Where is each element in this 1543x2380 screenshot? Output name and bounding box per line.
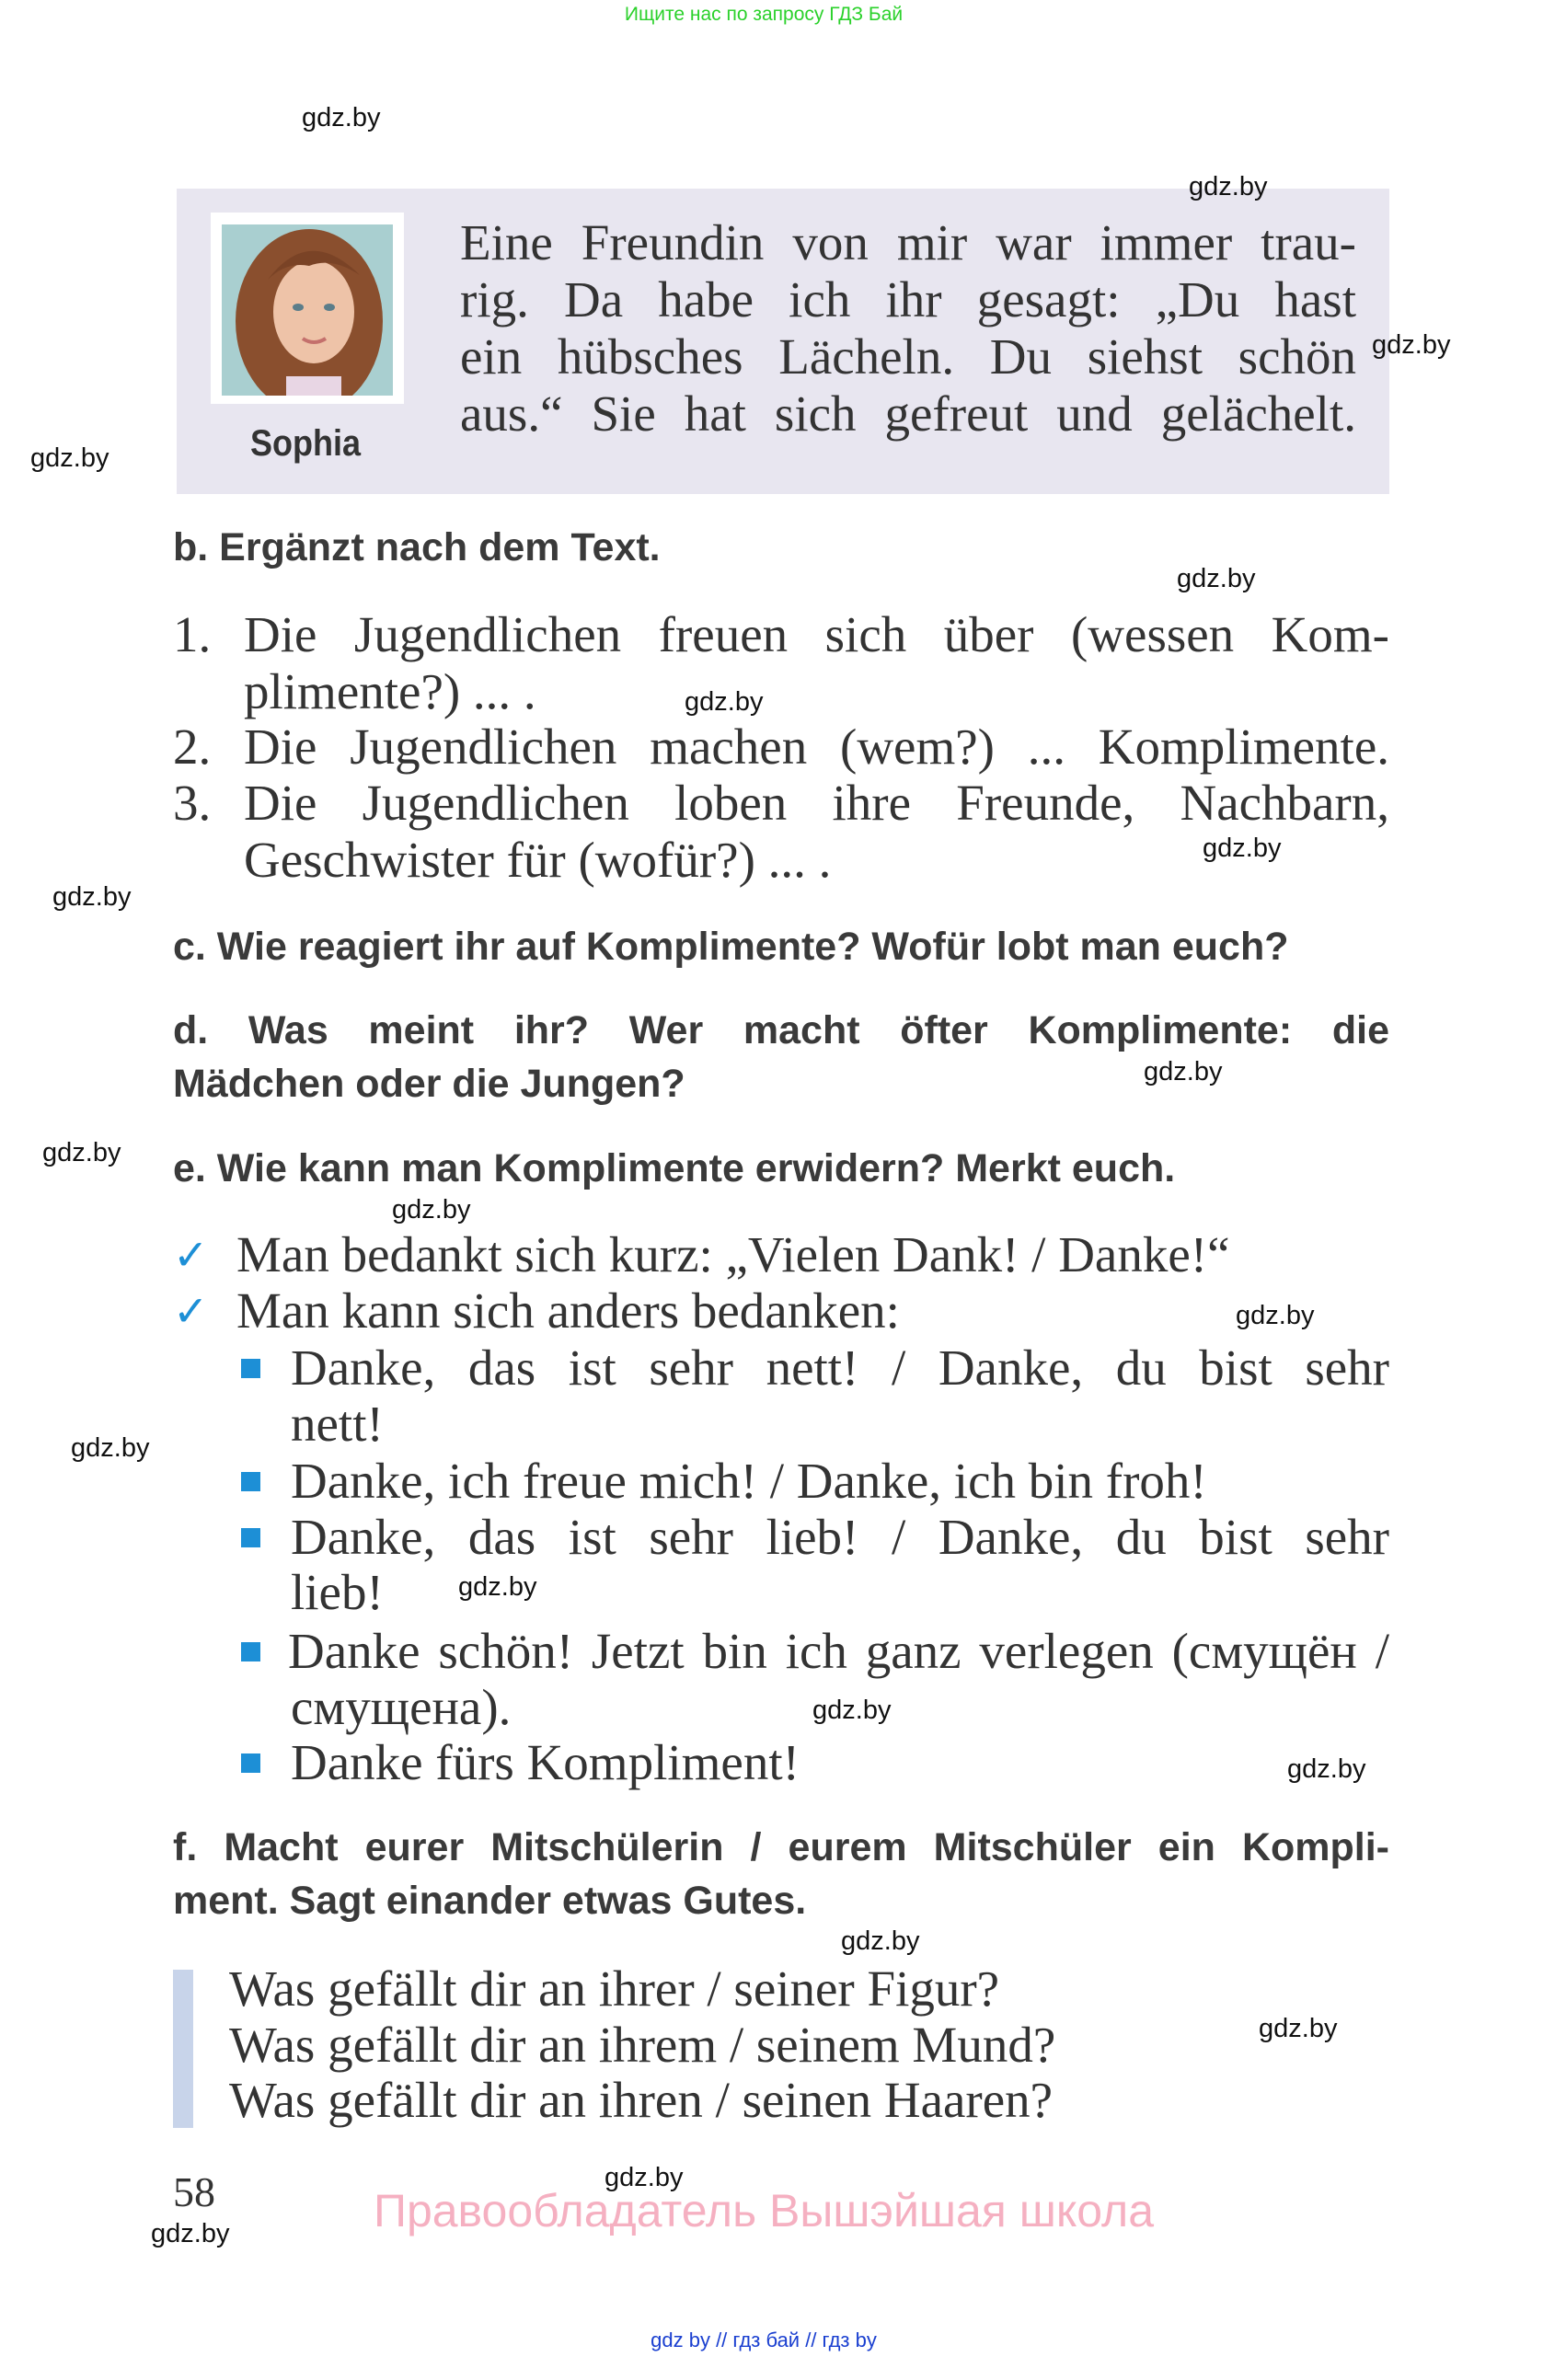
watermark: gdz.by — [1236, 1301, 1315, 1330]
question-line: Was gefällt dir an ihren / seinen Haaren? — [229, 2072, 1054, 2128]
bullet-line: lieb! — [291, 1564, 384, 1620]
watermark: gdz.by — [42, 1138, 121, 1167]
quote-line: ein hübsches Lächeln. Du siehst schön — [460, 328, 1356, 385]
square-bullet-icon — [241, 1528, 260, 1547]
watermark: gdz.by — [1144, 1057, 1223, 1087]
question-line: Was gefällt dir an ihrem / seinem Mund? — [229, 2017, 1056, 2073]
watermark: gdz.by — [392, 1195, 471, 1224]
bullet-line: Danke schön! Jetzt bin ich ganz verlegen (смущён / — [288, 1623, 1389, 1679]
watermark: gdz.by — [812, 1696, 892, 1725]
watermark: gdz.by — [1372, 330, 1451, 360]
item-number: 2. — [173, 719, 212, 775]
watermark: gdz.by — [1177, 564, 1256, 593]
task-e-heading: e. Wie kann man Komplimente erwidern? Merkt euch. — [173, 1146, 1176, 1190]
task-c-heading: c. Wie reagiert ihr auf Komplimente? Wofür lobt man euch? — [173, 925, 1289, 969]
bullet-line: Danke, das ist sehr lieb! / Danke, du bist sehr — [291, 1509, 1389, 1565]
check-icon: ✓ — [173, 1286, 209, 1336]
quote-line: aus.“ Sie hat sich gefreut und gelächelt. — [460, 385, 1356, 442]
bullet-line: Danke, das ist sehr nett! / Danke, du bist sehr — [291, 1339, 1389, 1396]
sophia-photo — [222, 224, 393, 396]
quote-line: rig. Da habe ich ihr gesagt: „Du hast — [460, 271, 1356, 328]
check-item: Man bedankt sich kurz: „Vielen Dank! / Danke!“ — [236, 1226, 1230, 1282]
check-icon: ✓ — [173, 1230, 209, 1280]
bullet-line: Danke, ich freue mich! / Danke, ich bin froh! — [291, 1453, 1207, 1509]
quote-line: Eine Freundin von mir war immer trau- — [460, 214, 1356, 270]
square-bullet-icon — [241, 1642, 260, 1661]
list-item-line: Geschwister für (wofür?) ... . — [244, 832, 832, 888]
watermark: gdz.by — [302, 103, 381, 132]
item-number: 3. — [173, 775, 212, 831]
watermark: gdz.by — [1259, 2014, 1338, 2043]
watermark: gdz.by — [685, 687, 764, 717]
quote-bar — [173, 1970, 193, 2128]
task-f-line: ment. Sagt einander etwas Gutes. — [173, 1879, 807, 1923]
list-item-line: plimente?) ... . — [244, 663, 536, 719]
watermark: gdz.by — [458, 1572, 537, 1602]
list-item-line: Die Jugendlichen machen (wem?) ... Komplimente. — [244, 719, 1389, 775]
footer-links[interactable]: gdz by // гдз бай // гдз by — [651, 2328, 877, 2351]
square-bullet-icon — [241, 1753, 260, 1773]
task-d-line: d. Was meint ihr? Wer macht öfter Komplimente: die — [173, 1008, 1389, 1052]
bullet-line: Danke fürs Kompliment! — [291, 1734, 800, 1790]
watermark: gdz.by — [30, 443, 109, 473]
check-item: Man kann sich anders bedanken: — [236, 1282, 900, 1339]
watermark: gdz.by — [1189, 172, 1268, 201]
question-line: Was gefällt dir an ihrer / seiner Figur? — [229, 1960, 1000, 2017]
watermark: gdz.by — [605, 2163, 684, 2192]
bullet-line: nett! — [291, 1396, 384, 1452]
item-number: 1. — [173, 606, 212, 662]
copyright-notice: Правообладатель Вышэйшая школа — [374, 2185, 1154, 2236]
task-f-line: f. Macht eurer Mitschülerin / eurem Mitschüler ein Kompli- — [173, 1825, 1389, 1869]
page-number: 58 — [173, 2168, 215, 2215]
watermark: gdz.by — [1287, 1754, 1366, 1784]
task-d-line: Mädchen oder die Jungen? — [173, 1062, 685, 1106]
list-item-line: Die Jugendlichen freuen sich über (wessen Kom- — [244, 606, 1389, 662]
task-b-heading: b. Ergänzt nach dem Text. — [173, 525, 661, 569]
square-bullet-icon — [241, 1359, 260, 1378]
watermark: gdz.by — [841, 1926, 920, 1956]
bullet-line: смущена). — [291, 1679, 512, 1735]
watermark: gdz.by — [1203, 834, 1282, 863]
person-name: Sophia — [249, 423, 362, 464]
watermark: gdz.by — [52, 882, 132, 912]
square-bullet-icon — [241, 1472, 260, 1491]
list-item-line: Die Jugendlichen loben ihre Freunde, Nachbarn, — [244, 775, 1389, 831]
search-hint: Ищите нас по запросу ГДЗ Бай — [624, 4, 904, 25]
watermark: gdz.by — [151, 2219, 230, 2248]
watermark: gdz.by — [71, 1433, 150, 1463]
